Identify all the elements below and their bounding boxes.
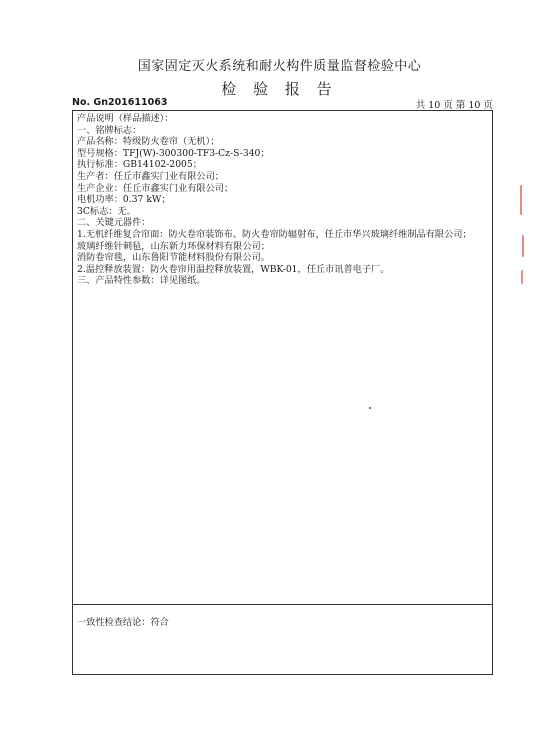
description-line: 电机功率：0.37 kW； bbox=[77, 194, 171, 206]
doc-title: 检 验 报 告 bbox=[221, 80, 338, 98]
seal-edge-mark bbox=[522, 235, 524, 257]
description-line: 一、铭牌标志： bbox=[77, 124, 142, 136]
description-line: 生产企业：任丘市鑫实门业有限公司； bbox=[77, 182, 234, 194]
description-line: 产品说明（样品描述）： bbox=[77, 113, 174, 124]
description-line: 三、产品特性参数：详见图纸。 bbox=[77, 275, 206, 287]
seal-edge-mark bbox=[520, 185, 522, 215]
description-line: 消防卷帘毯，山东鲁阳节能材料股份有限公司。 bbox=[77, 252, 270, 264]
page-count: 共 10 页 第 10 页 bbox=[415, 100, 493, 111]
section-divider bbox=[73, 604, 492, 605]
description-line: 3C标志：无。 bbox=[77, 205, 136, 217]
description-line: 执行标准：GB14102-2005； bbox=[77, 159, 202, 171]
product-description bbox=[77, 113, 488, 287]
description-line: 1.无机纤维复合帘面：防火卷帘装饰布、防火卷帘防辐射布，任丘市华兴玻璃纤维制品有限公司； bbox=[77, 228, 472, 240]
report-number: No. Gn201611063 bbox=[72, 97, 168, 108]
description-line: 产品名称：特级防火卷帘（无机）； bbox=[77, 136, 220, 148]
description-line: 二、关键元器件： bbox=[77, 217, 151, 229]
description-line: 型号规格：TFJ(W)-300300-TF3-Cz-S-340； bbox=[77, 147, 270, 159]
conclusion: 一致性检查结论：符合 bbox=[77, 617, 169, 628]
description-line: 玻璃纤维针刺毡，山东新力环保材料有限公司； bbox=[77, 240, 270, 252]
report-frame bbox=[72, 110, 493, 675]
org-title: 国家固定灭火系统和耐火构件质量监督检验中心 bbox=[137, 59, 422, 74]
seal-edge-mark bbox=[521, 270, 523, 284]
description-line: 生产者：任丘市鑫实门业有限公司； bbox=[77, 170, 224, 182]
description-line: 2.温控释放装置：防火卷帘用温控释放装置，WBK-01，任丘市讯普电子厂。 bbox=[77, 263, 390, 275]
scan-speck bbox=[369, 407, 371, 409]
